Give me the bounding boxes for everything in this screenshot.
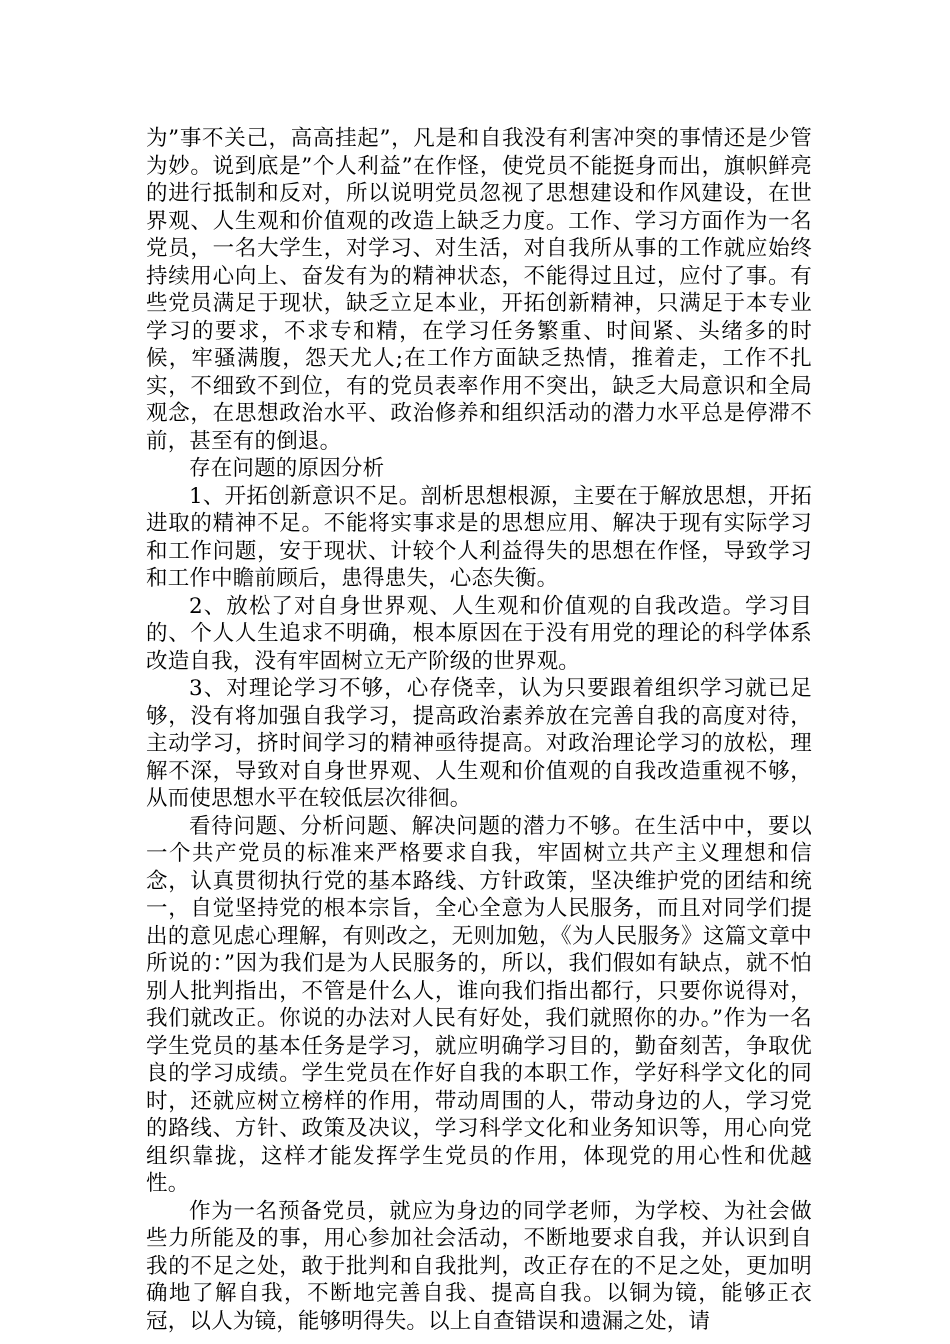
paragraph-probationary-member: 作为一名预备党员，就应为身边的同学老师，为学校、为社会做些力所能及的事，用心参加社会活动，不断地要求自我，并认识到自我的不足之处，敢于批判和自我批判，改正存在的不足之处，更加明确地了解自我，不断地完善自我、提高自我。以铜为镜，能够正衣冠，以人为镜，能够明得失。以上自查错误和遗漏之处，请: [146, 1198, 812, 1334]
document-body: [146, 125, 812, 1335]
paragraph-problem-solving: 看待问题、分析问题、解决问题的潜力不够。在生活中中，要以一个共产党员的标准来严格要求自我，牢固树立共产主义理想和信念，认真贯彻执行党的基本路线、方针政策，坚决维护党的团结和统一，自觉坚持党的根本宗旨，全心全意为人民服务，而且对同学们提出的意见虑心理解，有则改之，无则加勉，《为人民服务》这篇文章中所说的：”因为我们是为人民服务的，所以，我们假如有缺点，就不怕别人批判指出，不管是什么人，谁向我们指出都行，只要你说得对，我们就改正。你说的办法对人民有好处，我们就照你的办。”作为一名学生党员的基本任务是学习，就应明确学习目的，勤奋刻苦，争取优良的学习成绩。学生党员在作好自我的本职工作，学好科学文化的同时，还就应树立榜样的作用，带动周围的人，带动身边的人，学习党的路线、方针、政策及决议，学习科学文化和业务知识等，用心向党组织靠拢，这样才能发挥学生党员的作用，体现党的用心性和优越性。: [146, 813, 812, 1196]
paragraph-point-1: 1、开拓创新意识不足。剖析思想根源，主要在于解放思想，开拓进取的精神不足。不能将实事求是的思想应用、解决于现有实际学习和工作问题，安于现状、计较个人利益得失的思想在作怪，导致学习和工作中瞻前顾后，患得患失，心态失衡。: [146, 483, 812, 591]
paragraph-point-3: 3、对理论学习不够，心存侥幸，认为只要跟着组织学习就已足够，没有将加强自我学习，提高政治素养放在完善自我的高度对待，主动学习，挤时间学习的精神亟待提高。对政治理论学习的放松，理解不深，导致对自身世界观、人生观和价值观的自我改造重视不够，从而使思想水平在较低层次徘徊。: [146, 676, 812, 811]
paragraph-continuation: 为”事不关己，高高挂起”，凡是和自我没有利害冲突的事情还是少管为妙。说到底是”个人利益”在作怪，使党员不能挺身而出，旗帜鲜亮的进行抵制和反对，所以说明党员忽视了思想建设和作风建设，在世界观、人生观和价值观的改造上缺乏力度。工作、学习方面作为一名党员，一名大学生，对学习、对生活，对自我所从事的工作就应始终持续用心向上、奋发有为的精神状态，不能得过且过，应付了事。有些党员满足于现状，缺乏立足本业，开拓创新精神，只满足于本专业学习的要求，不求专和精，在学习任务繁重、时间紧、头绪多的时候，牢骚满腹，怨天尤人;在工作方面缺乏热情，推着走，工作不扎实，不细致不到位，有的党员表率作用不突出，缺乏大局意识和全局观念，在思想政治水平、政治修养和组织活动的潜力水平总是停滞不前，甚至有的倒退。: [146, 126, 812, 454]
paragraph-point-2: 2、放松了对自身世界观、人生观和价值观的自我改造。学习目的、个人人生追求不明确，根本原因在于没有用党的理论的科学体系改造自我，没有牢固树立无产阶级的世界观。: [146, 593, 812, 674]
section-heading-cause-analysis: 存在问题的原因分析: [189, 456, 385, 481]
